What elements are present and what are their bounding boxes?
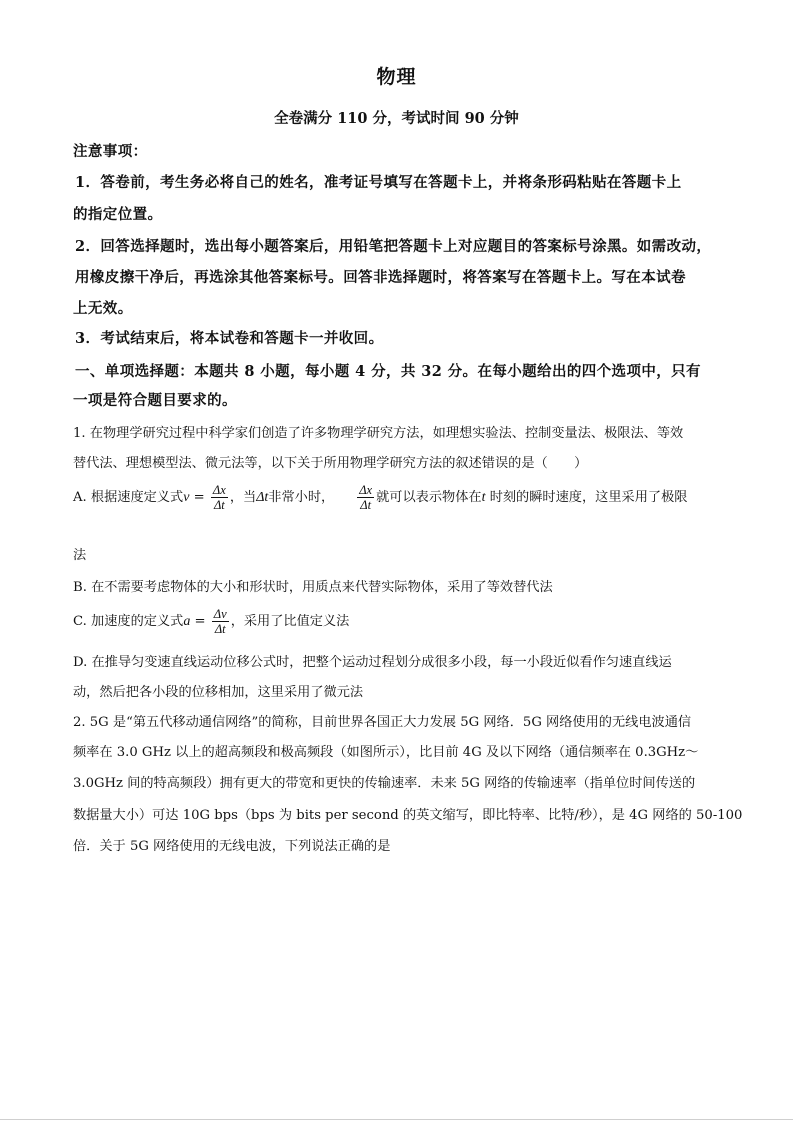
q1-option-d: D. 在推导匀变速直线运动位移公式时，把整个运动过程划分成很多小段，每一小段近似看作匀速直线运 (73, 655, 672, 670)
q1-option-b: B. 在不需要考虑物体的大小和形状时，用质点来代替实际物体，采用了等效替代法 (73, 580, 553, 595)
option-a-text-4: 就可以表示物体在 (376, 490, 482, 505)
section-heading-cont: 一项是符合题目要求的。 (73, 392, 237, 409)
q1-stem: 1. 在物理学研究过程中科学家们创造了许多物理学研究方法，如理想实验法、控制变量法、极限法、等效 (73, 426, 684, 441)
notice-item-2-end: 上无效。 (73, 300, 133, 317)
fraction-denominator: Δt (213, 498, 225, 512)
fraction-denominator: Δt (360, 498, 372, 512)
exam-info: 全卷满分 110 分，考试时间 90 分钟 (274, 110, 519, 127)
option-a-text-3: 非常小时， (268, 490, 335, 505)
delta-t-symbol: Δt (256, 490, 269, 505)
page-title: 物理 (376, 66, 417, 88)
option-a-text-1: A. 根据速度定义式 (73, 490, 184, 505)
q2-stem-5: 倍．关于 5G 网络使用的无线电波，下列说法正确的是 (73, 839, 391, 854)
notice-item-2-cont: 用橡皮擦干净后，再选涂其他答案标号。回答非选择题时，将答案写在答题卡上。写在本试卷 (75, 269, 686, 286)
velocity-symbol: v (183, 490, 190, 505)
q1-option-a (73, 483, 688, 512)
fraction-numerator: Δx (359, 483, 373, 497)
acceleration-symbol: a (183, 614, 191, 629)
notice-item-1: 1．答卷前，考生务必将自己的姓名，准考证号填写在答题卡上，并将条形码粘贴在答题卡上 (75, 174, 682, 191)
page-bottom-divider (0, 1119, 793, 1120)
fraction-numerator: Δv (213, 607, 227, 621)
velocity-fraction (211, 483, 228, 512)
q2-stem-1: 2. 5G 是“第五代移动通信网络”的简称，目前世界各国正大力发展 5G 网络．5G 网络使用的无线电波通信 (73, 715, 692, 730)
equals-sign: = (194, 614, 206, 629)
q1-option-d-cont: 动，然后把各小段的位移相加，这里采用了微元法 (73, 685, 364, 700)
ratio-fraction (357, 483, 374, 512)
option-a-text-2: ，当 (229, 490, 257, 505)
q1-option-a-cont: 法 (73, 548, 87, 563)
q1-stem-cont: 替代法、理想模型法、微元法等，以下关于所用物理学研究方法的叙述错误的是（ ） (73, 456, 588, 471)
option-a-text-5: 时刻的瞬时速度，这里采用了极限 (489, 490, 688, 505)
q1-option-c (73, 607, 349, 636)
option-c-text-2: ，采用了比值定义法 (230, 614, 350, 629)
fraction-numerator: Δx (212, 483, 226, 497)
fraction-denominator: Δt (214, 622, 226, 636)
notice-item-3: 3．考试结束后，将本试卷和答题卡一并收回。 (75, 330, 384, 347)
option-c-text-1: C. 加速度的定义式 (73, 614, 184, 629)
notice-heading: 注意事项： (73, 143, 148, 160)
q2-stem-4: 数据量大小）可达 10G bps（bps 为 bits per second 的英文缩写，即比特率、比特/秒），是 4G 网络的 50-100 (73, 808, 743, 823)
section-heading: 一、单项选择题：本题共 8 小题，每小题 4 分，共 32 分。在每小题给出的四个选项中，只有 (75, 363, 701, 380)
notice-item-1-cont: 的指定位置。 (73, 206, 163, 223)
notice-item-2: 2．回答选择题时，选出每小题答案后，用铅笔把答题卡上对应题目的答案标号涂黑。如需改动， (75, 238, 712, 255)
equals-sign: = (193, 490, 205, 505)
time-symbol: t (481, 490, 486, 505)
acceleration-fraction (212, 607, 229, 636)
q2-stem-2: 频率在 3.0 GHz 以上的超高频段和极高频段（如图所示），比目前 4G 及以下网络（通信频率在 0.3GHz～ (73, 745, 699, 760)
q2-stem-3: 3.0GHz 间的特高频段）拥有更大的带宽和更快的传输速率．未来 5G 网络的传输速率（指单位时间传送的 (73, 776, 696, 791)
